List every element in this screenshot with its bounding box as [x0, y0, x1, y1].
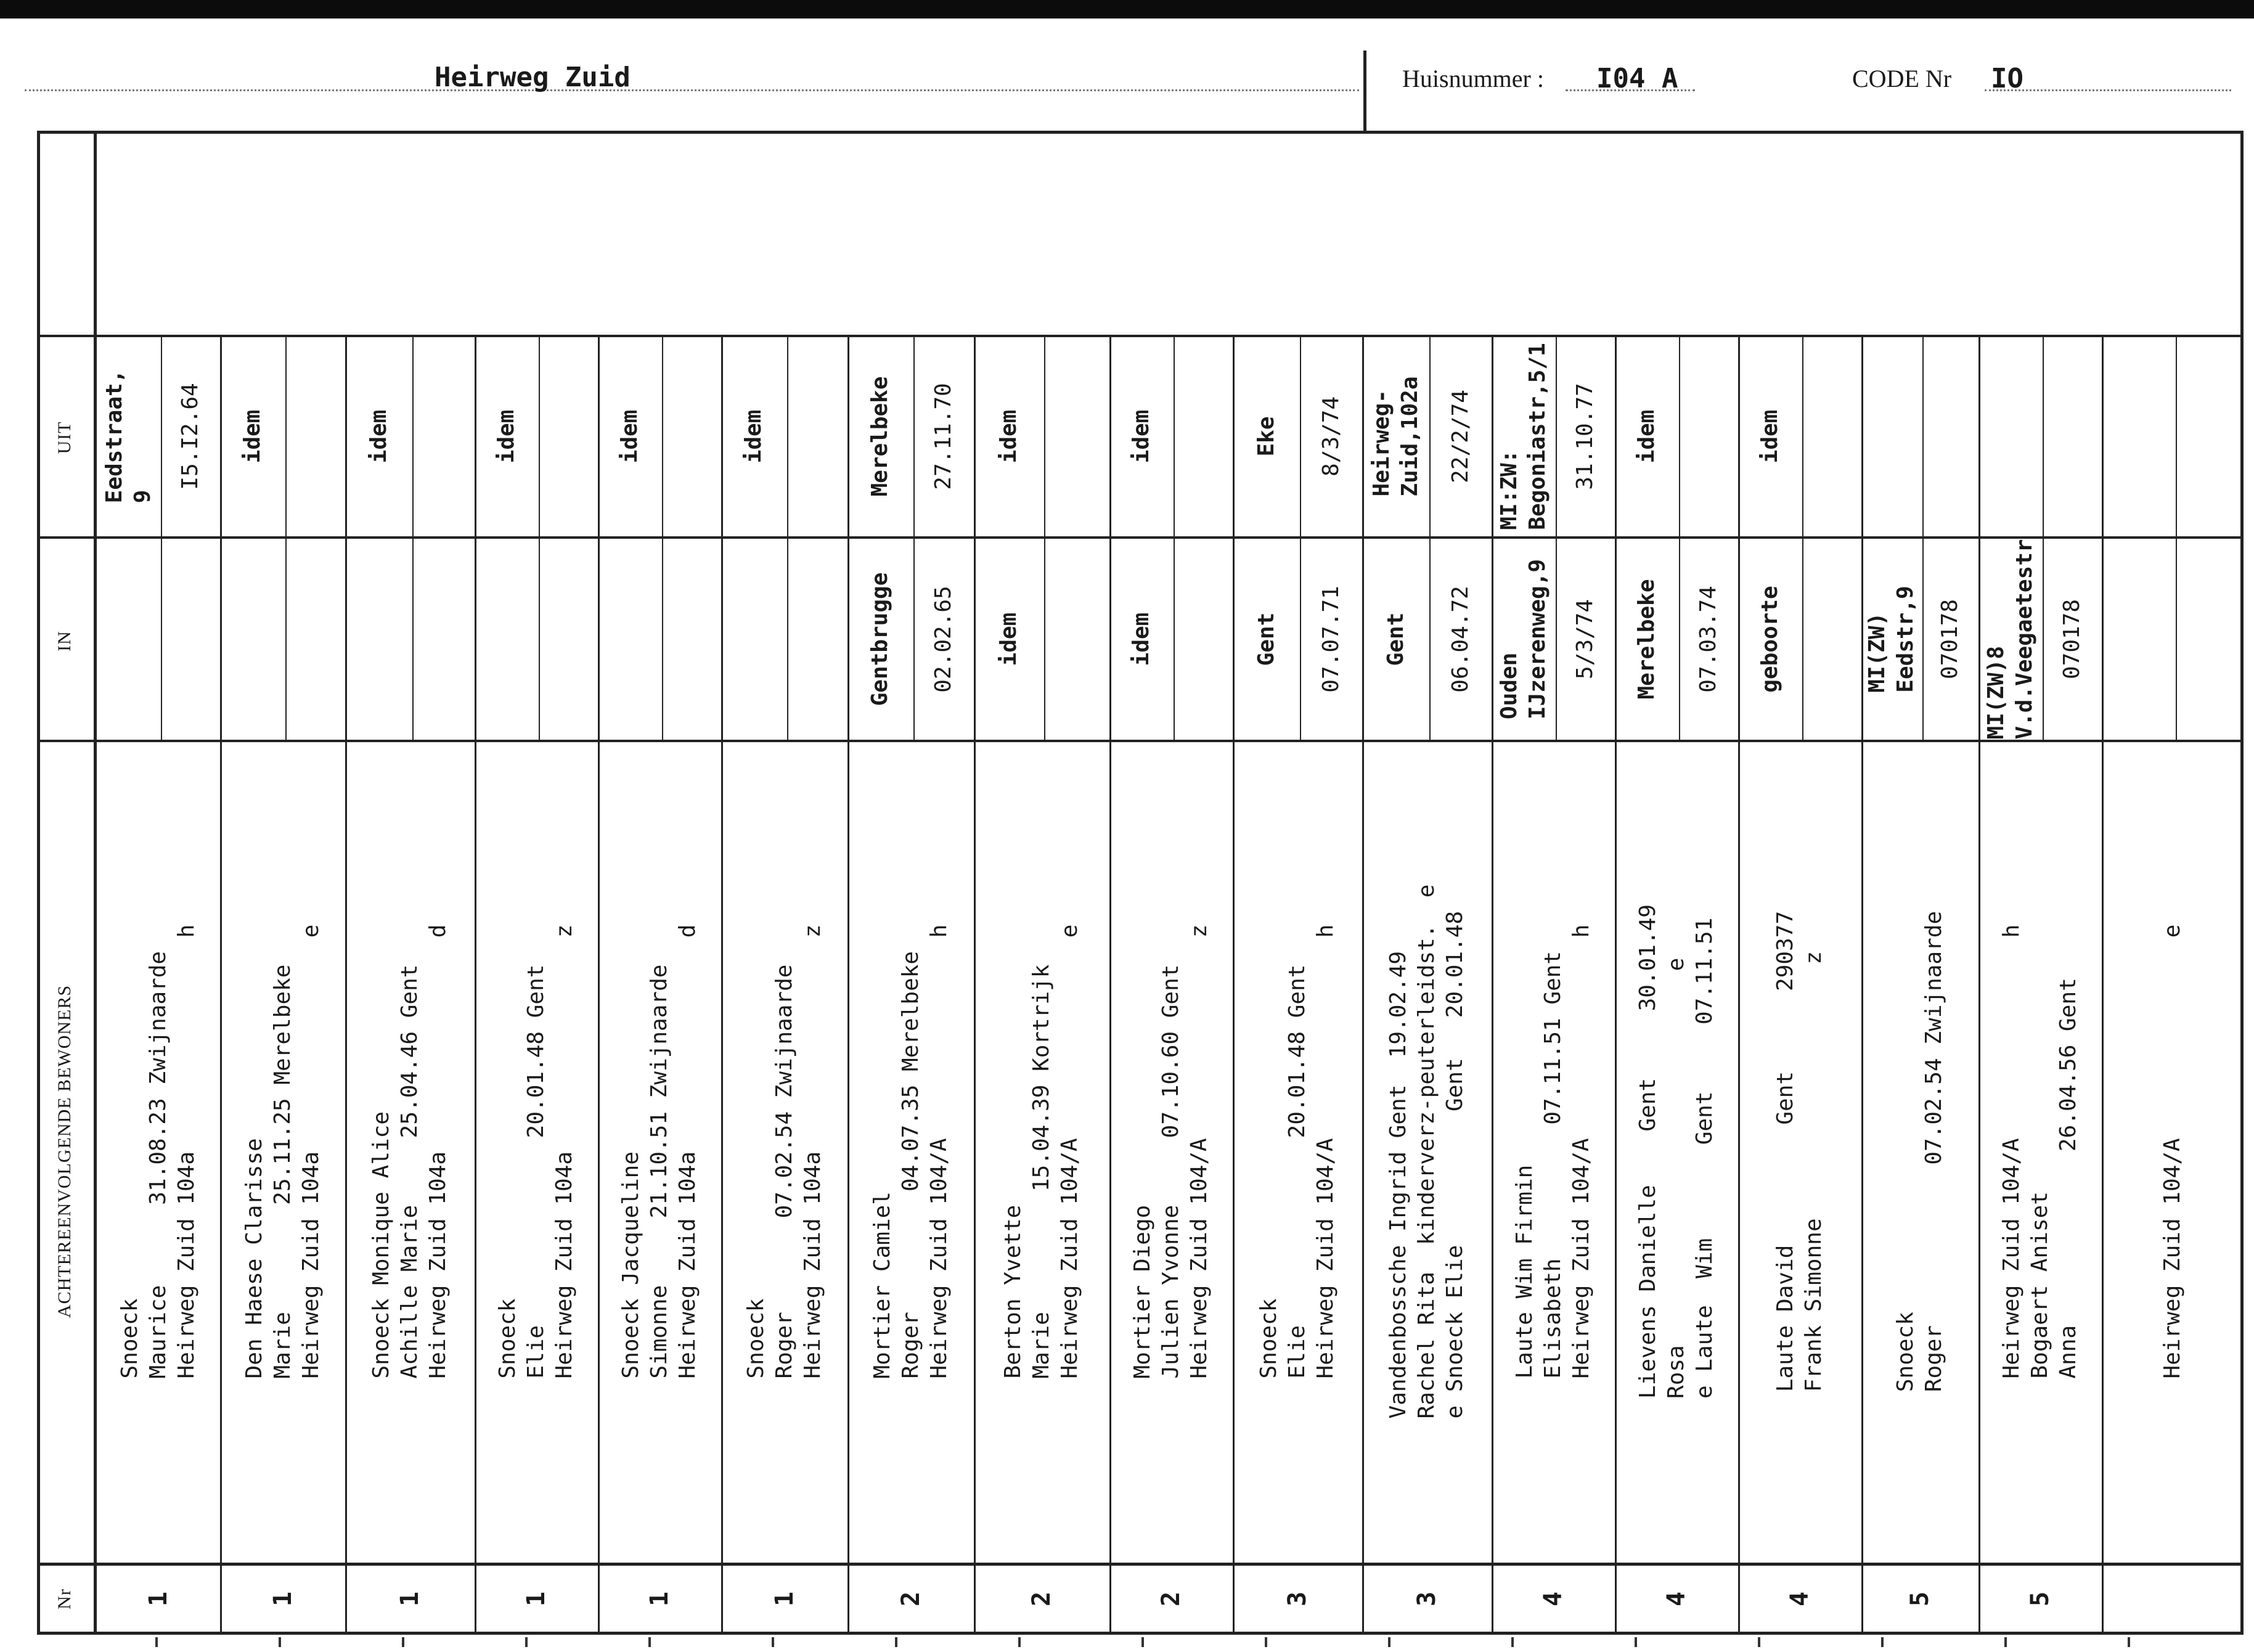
row-divider [974, 335, 976, 1635]
resident-entry: Heirweg Zuid 104/A h Bogaert Aniset Anna 26.04.56 Gent [1999, 924, 2081, 1379]
row-number: 3 [1413, 1591, 1441, 1607]
uit-place: idem [239, 409, 265, 464]
tick-mark [155, 1637, 158, 1647]
tick-mark [2128, 1637, 2130, 1647]
tick-mark [1388, 1637, 1390, 1647]
row-divider [1738, 335, 1740, 1635]
in-date: 02.02.65 [930, 586, 956, 693]
uit-subdivider [2043, 337, 2044, 536]
tick-mark [279, 1637, 281, 1647]
row-number: 5 [1906, 1591, 1934, 1607]
tick-mark [1881, 1637, 1884, 1647]
street-dotted-line [25, 89, 1359, 91]
in-date: 070178 [2059, 599, 2085, 680]
uit-place: idem [996, 409, 1022, 464]
row-divider [2102, 335, 2104, 1635]
row-divider [345, 335, 347, 1635]
uit-label: UIT [54, 421, 75, 454]
uit-place: idem [494, 409, 519, 464]
residents-label: ACHTEREENVOLGENDE BEWONERS [54, 984, 75, 1319]
in-subdivider [1802, 539, 1803, 740]
in-subdivider [913, 539, 915, 740]
divider-uit [37, 335, 2244, 337]
uit-place: idem [741, 409, 767, 464]
uit-subdivider [662, 337, 663, 536]
code-value: IO [1991, 63, 2023, 94]
register-form [37, 131, 2244, 1635]
uit-date: 31.10.77 [1572, 383, 1598, 490]
tick-mark [1758, 1637, 1760, 1647]
resident-entry: Snoeck Elie 20.01.48 Gent Heirweg Zuid 104a z [495, 924, 577, 1379]
row-number: 4 [1786, 1591, 1814, 1607]
tick-mark [402, 1637, 404, 1647]
uit-place: idem [1129, 409, 1154, 464]
uit-place: idem [617, 409, 642, 464]
in-subdivider [1044, 539, 1045, 740]
code-dotted-line [1985, 89, 2231, 91]
tick-mark [1141, 1637, 1144, 1647]
uit-place: idem [1634, 409, 1659, 464]
tick-mark [525, 1637, 528, 1647]
row-divider [1615, 335, 1617, 1635]
uit-subdivider [2176, 337, 2177, 536]
row-number: 1 [144, 1591, 173, 1607]
in-subdivider [787, 539, 788, 740]
row-divider [475, 335, 476, 1635]
in-label: IN [54, 631, 75, 652]
resident-entry: Mortier Camiel Roger 04.07.35 Merelbeke Heirweg Zuid 104/A h [869, 924, 952, 1379]
row-divider [1233, 335, 1235, 1635]
uit-subdivider [161, 337, 162, 536]
row-number: 1 [522, 1591, 550, 1607]
uit-subdivider [1802, 337, 1803, 536]
resident-entry: Laute Wim Firmin Elisabeth 07.11.51 Gent Heirweg Zuid 104/A h [1512, 924, 1594, 1379]
row-divider [1109, 335, 1111, 1635]
row-number: 2 [896, 1591, 925, 1607]
row-divider [1362, 335, 1364, 1635]
header-divider [1363, 51, 1366, 131]
top-edge-bar [0, 0, 2254, 18]
tick-mark [1635, 1637, 1637, 1647]
nr-label: Nr [54, 1589, 75, 1609]
resident-entry: Berton Yvette Marie 15.04.39 Kortrijk Heirweg Zuid 104/A e [1000, 924, 1082, 1379]
resident-entry: Snoeck Elie 20.01.48 Gent Heirweg Zuid 104/A h [1256, 924, 1338, 1379]
uit-subdivider [1300, 337, 1301, 536]
resident-entry: Lievens Danielle Gent 30.01.49 Rosa e e Laute Wim Gent 07.11.51 [1635, 904, 1717, 1399]
row-number: 3 [1283, 1591, 1312, 1607]
in-place: Ouden IJzerenweg,9 [1497, 558, 1550, 720]
in-place: Gentbrugge [867, 572, 893, 706]
uit-place: Eedstraat, 9 [102, 369, 155, 504]
row-number: 1 [645, 1591, 674, 1607]
in-place: Merelbeke [1634, 579, 1659, 700]
in-subdivider [2043, 539, 2044, 740]
divider-in [37, 536, 2244, 539]
row-number: 4 [1539, 1591, 1567, 1607]
row-number: 1 [396, 1591, 424, 1607]
resident-entry: Snoeck Roger 07.02.54 Zwijnaarde [1893, 910, 1946, 1392]
uit-subdivider [1922, 337, 1924, 536]
in-subdivider [285, 539, 287, 740]
uit-subdivider [1679, 337, 1680, 536]
tick-mark [895, 1637, 897, 1647]
divider-nr [37, 1563, 2244, 1566]
in-date: 070178 [1937, 599, 1963, 680]
house-number-value: I04 A [1596, 63, 1678, 94]
row-divider [1861, 335, 1863, 1635]
uit-subdivider [913, 337, 915, 536]
resident-entry: Heirweg Zuid 104/A e [2160, 924, 2185, 1379]
resident-entry: Laute David Gent 290377 Frank Simonne z [1773, 910, 1826, 1392]
uit-subdivider [285, 337, 287, 536]
uit-date: 8/3/74 [1318, 396, 1344, 477]
tick-mark [1511, 1637, 1514, 1647]
in-subdivider [662, 539, 663, 740]
uit-subdivider [539, 337, 540, 536]
uit-place: idem [1757, 409, 1782, 464]
in-date: 5/3/74 [1572, 599, 1598, 680]
in-subdivider [1300, 539, 1301, 740]
row-divider [1492, 335, 1493, 1635]
row-number: 1 [770, 1591, 799, 1607]
uit-subdivider [1556, 337, 1557, 536]
resident-entry: Vandenbossche Ingrid Gent 19.02.49 Rachel Rita kinderverz-peuterleidst. e e Snoeck Elie Gent 20.01.48 [1386, 884, 1468, 1419]
row-divider [847, 335, 849, 1635]
resident-entry: Mortier Diego Julien Yvonne 07.10.60 Gent Heirweg Zuid 104/A z [1130, 924, 1212, 1379]
in-subdivider [539, 539, 540, 740]
in-subdivider [412, 539, 414, 740]
row-divider [721, 335, 723, 1635]
row-divider [1978, 335, 1980, 1635]
code-label: CODE Nr [1852, 65, 1952, 92]
uit-subdivider [1174, 337, 1175, 536]
in-date: 07.07.71 [1318, 586, 1344, 693]
uit-place: Merelbeke [867, 376, 893, 497]
tick-mark [2004, 1637, 2007, 1647]
uit-subdivider [1429, 337, 1431, 536]
in-place: idem [1129, 612, 1154, 666]
uit-subdivider [1044, 337, 1045, 536]
resident-entry: Snoeck Monique Alice Achille Marie 25.04.46 Gent Heirweg Zuid 104a d [369, 924, 451, 1379]
uit-place: Eke [1253, 416, 1279, 457]
in-subdivider [161, 539, 162, 740]
uit-date: 22/2/74 [1447, 390, 1473, 483]
in-place: MI(ZW) Eedstr,9 [1864, 586, 1919, 693]
tick-mark [1265, 1637, 1267, 1647]
resident-entry: Snoeck Jacqueline Simonne 21.10.51 Zwijnaarde Heirweg Zuid 104a d [618, 924, 700, 1379]
row-number: 4 [1662, 1591, 1691, 1607]
in-place: idem [996, 612, 1022, 666]
divider-residents [37, 740, 2244, 742]
in-place: MI(ZW)8 V.d.Veegaetestr [1983, 539, 2037, 740]
row-number: 5 [2026, 1591, 2054, 1607]
house-number-label: Huisnummer : [1402, 65, 1544, 92]
in-date: 06.04.72 [1447, 586, 1473, 693]
in-place: Gent [1253, 612, 1279, 666]
uit-place: MI:ZW: Begoniastr,5/1 [1497, 343, 1550, 530]
in-subdivider [1679, 539, 1680, 740]
resident-entry: Snoeck Maurice 31.08.23 Zwijnaarde Heirweg Zuid 104a h [117, 924, 199, 1379]
resident-entry: Den Haese Clarisse Marie 25.11.25 Merelbeke Heirweg Zuid 104a e [241, 924, 324, 1379]
in-date: 07.03.74 [1696, 586, 1721, 693]
row-number: 1 [268, 1591, 297, 1607]
uit-place: idem [365, 409, 391, 464]
uit-date: I5.I2.64 [178, 383, 203, 490]
in-subdivider [1556, 539, 1557, 740]
house-number-dotted-line [1566, 89, 1695, 91]
tick-mark [772, 1637, 774, 1647]
row-number: 2 [1027, 1591, 1056, 1607]
uit-subdivider [787, 337, 788, 536]
row-divider [598, 335, 600, 1635]
in-place: Gent [1382, 612, 1408, 666]
row-number: 2 [1157, 1591, 1185, 1607]
uit-place: Heirweg- Zuid,102a [1368, 376, 1423, 497]
in-subdivider [1174, 539, 1175, 740]
in-subdivider [1429, 539, 1431, 740]
tick-mark [1018, 1637, 1021, 1647]
label-column-divider [94, 131, 97, 1635]
tick-mark [648, 1637, 651, 1647]
street-name: Heirweg Zuid [435, 62, 631, 93]
in-place: geboorte [1757, 586, 1782, 693]
uit-subdivider [412, 337, 414, 536]
row-divider [220, 335, 222, 1635]
in-subdivider [1922, 539, 1924, 740]
uit-date: 27.11.70 [930, 383, 956, 490]
resident-entry: Snoeck Roger 07.02.54 Zwijnaarde Heirweg Zuid 104a z [743, 924, 825, 1379]
in-subdivider [2176, 539, 2177, 740]
